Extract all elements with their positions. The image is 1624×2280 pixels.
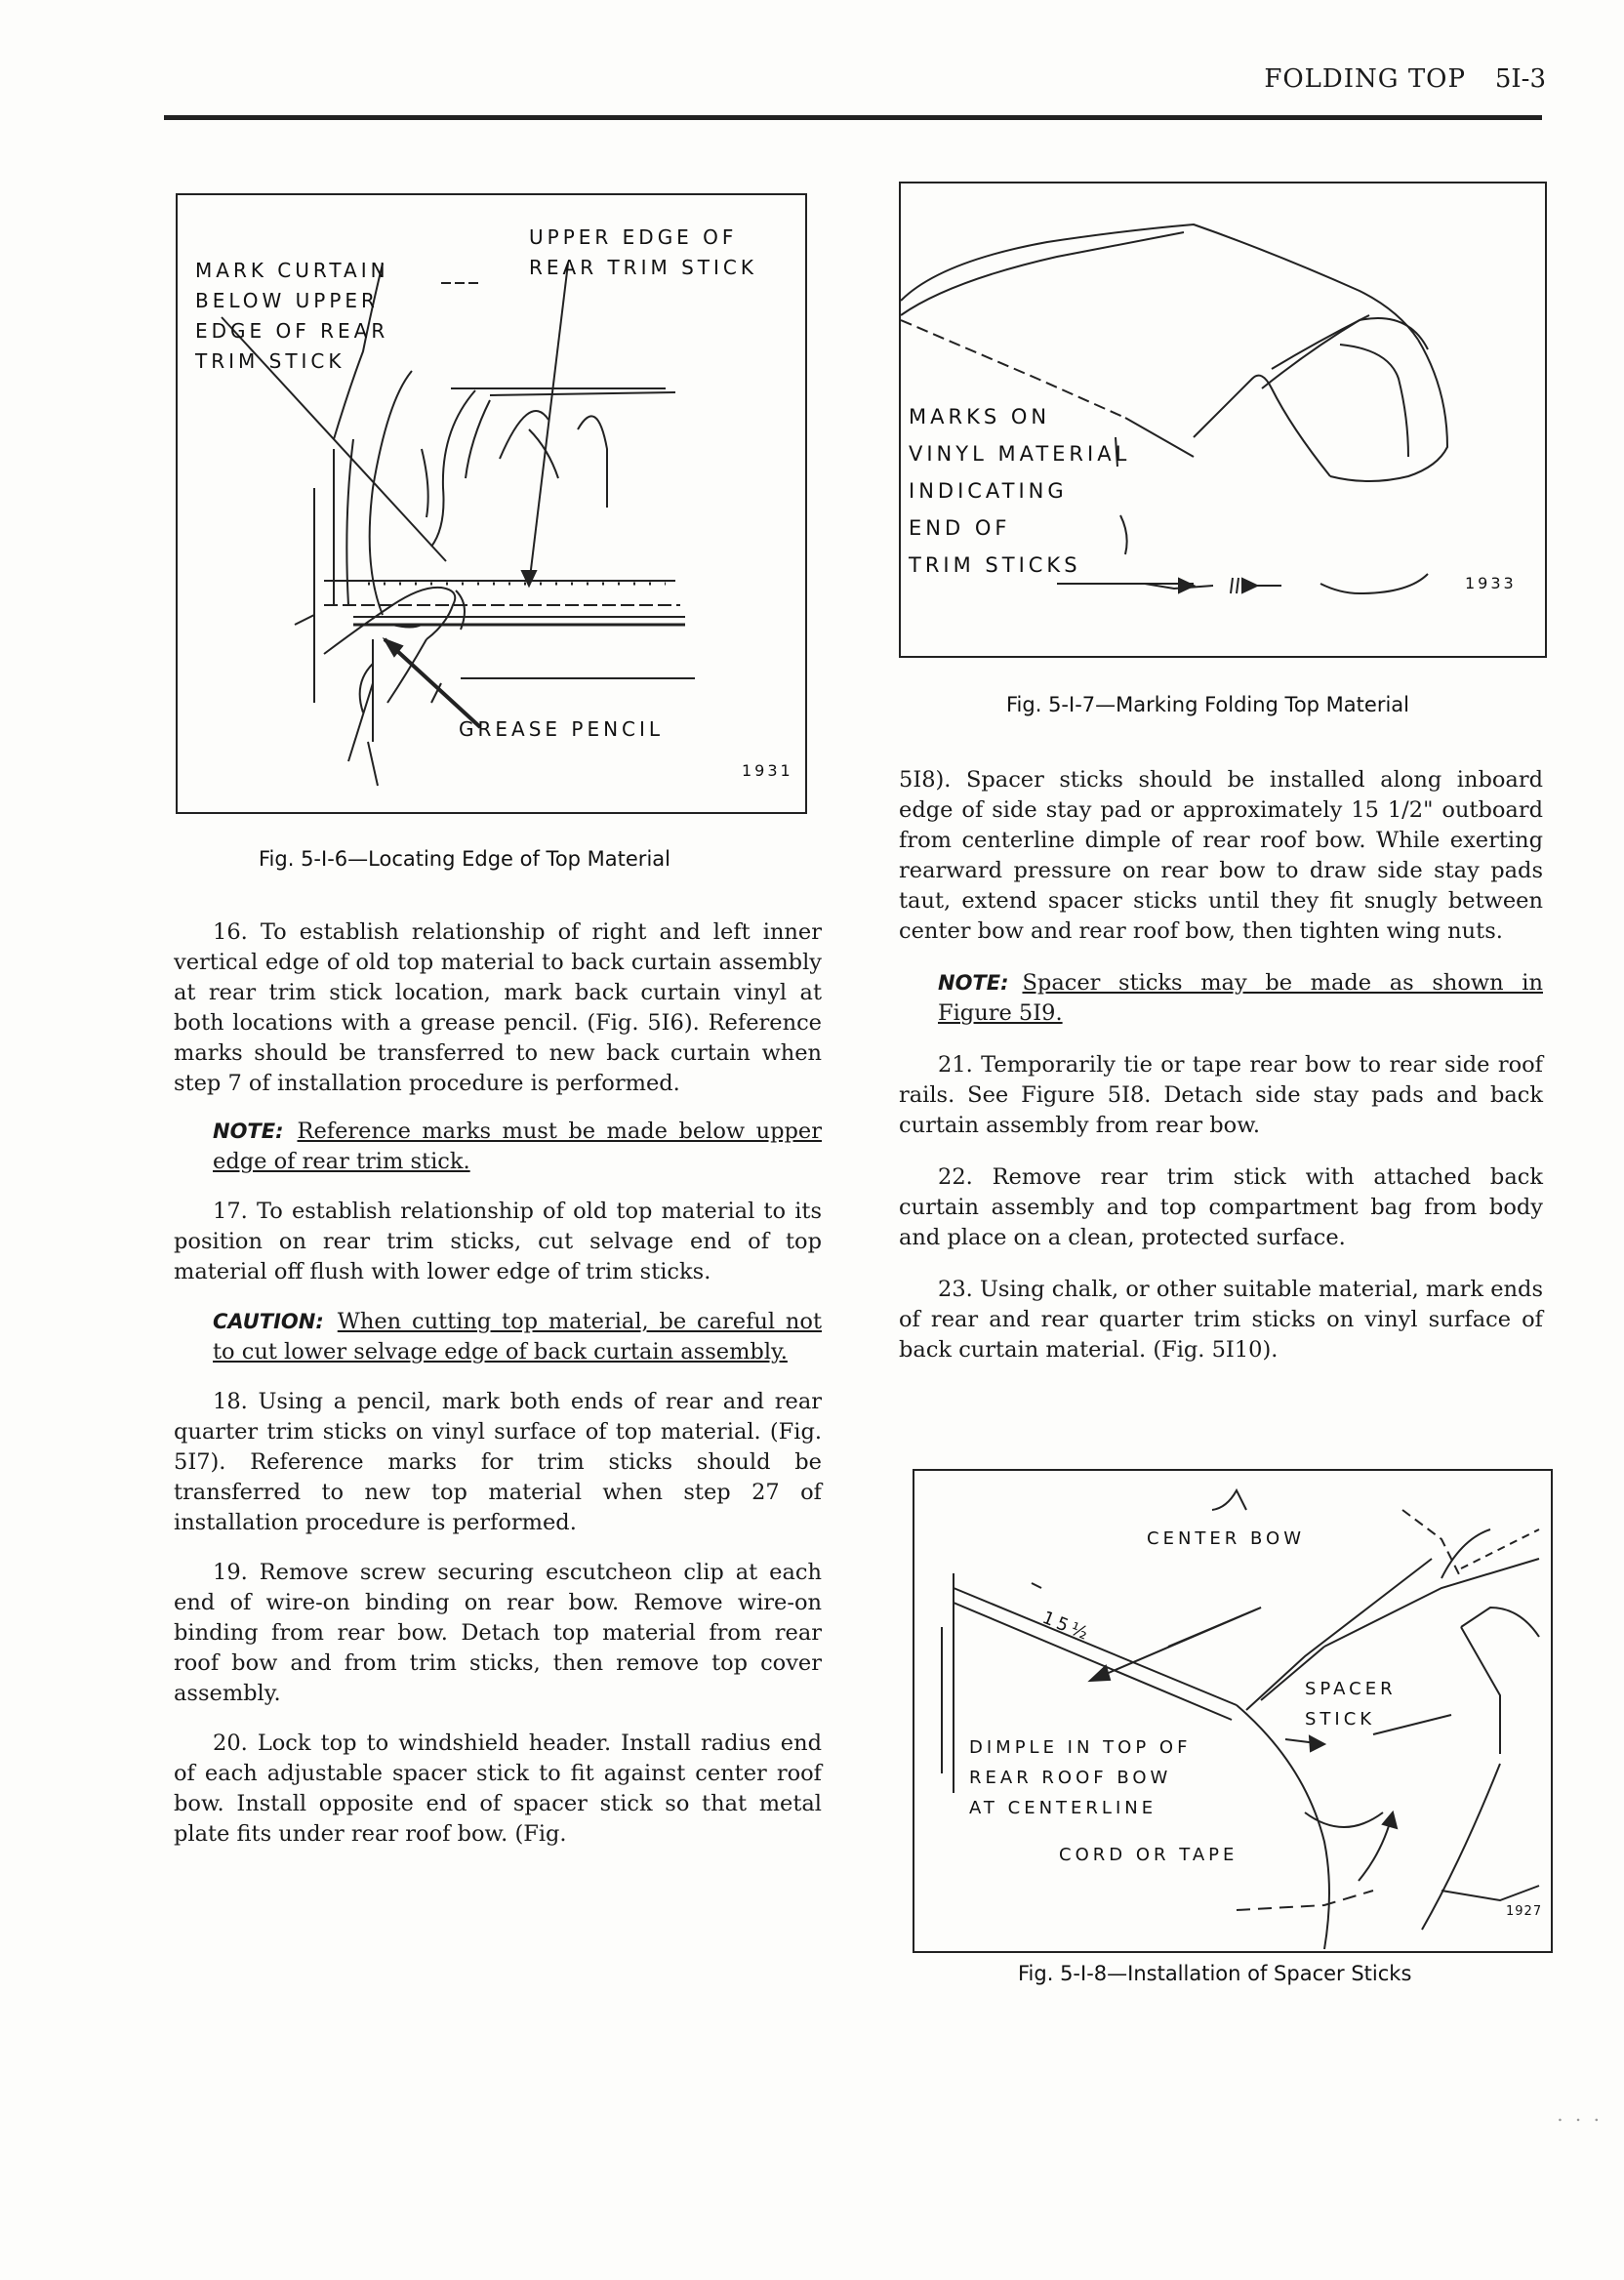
label-center-bow: CENTER BOW [1147,1528,1306,1549]
page-number: 5I-3 [1494,64,1546,94]
step-22: 22. Remove rear trim stick with attached back curtain assembly and top compartment bag from body and place on a clean, protected surface. [899,1164,1543,1250]
figure-5-1-6-caption: Fig. 5-I-6—Locating Edge of Top Material [259,847,670,871]
figure-5-1-8-caption: Fig. 5-I-8—Installation of Spacer Sticks [1018,1962,1412,1985]
label-15-half: 15½ [1038,1607,1095,1647]
step-18: 18. Using a pencil, mark both ends of rear and rear quarter trim sticks on vinyl surface of top material. (Fig. 5I7). Reference marks for trim sticks should be transferred to new top material when step 27 of installation procedure is performed. [174,1389,822,1535]
figure-number: 1931 [742,761,793,780]
step-23: 23. Using chalk, or other suitable material, mark ends of rear and rear quarter trim sticks on vinyl surface of back curtain material. (Fig. 5I10). [899,1277,1543,1363]
figure-5-1-8 [913,1469,1553,1953]
step-20-continued: 5I8). Spacer sticks should be installed along inboard edge of side stay pad or approximately 15 1/2" outboard from centerline dimple of rear roof bow. While exerting rearward pressure on rear bow to draw side stay pads taut, extend spacer sticks until they fit snugly between center bow and rear roof bow, then tighten wing nuts. [899,767,1543,944]
note-text: Reference marks must be made below upper edge of rear trim stick. [213,1119,822,1174]
note-text: Spacer sticks may be made as shown in Figure 5I9. [938,970,1543,1026]
note-2 [938,968,1543,1029]
left-column [174,917,822,1850]
caution-label: CAUTION: [213,1310,324,1333]
header-rule [164,115,1542,120]
figure-5-1-6 [176,193,807,814]
figure-5-1-7 [899,182,1547,658]
label-mark-curtain: MARK CURTAIN BELOW UPPER EDGE OF REAR TRIM STICK [195,259,389,373]
label-upper-edge: UPPER EDGE OF REAR TRIM STICK [529,225,757,279]
step-16: 16. To establish relationship of right and left inner vertical edge of old top material to back curtain assembly at rear trim stick location, mark back curtain vinyl at both locations with a grease pencil. (Fig. 5I6). Reference marks should be transferred to new back curtain when step 7 of installation procedure is performed. [174,919,822,1096]
page-edge-mark: . . . [1557,2102,1603,2126]
note-label: NOTE: [938,971,1009,995]
note-label: NOTE: [213,1120,284,1143]
step-19: 19. Remove screw securing escutcheon clip at each end of wire-on binding on rear bow. Remove wire-on binding from rear bow. Detach top material from rear roof bow and from trim sticks, then remove top cover assembly. [174,1560,822,1706]
right-column [899,765,1543,1365]
label-spacer-stick: SPACER STICK [1305,1679,1397,1730]
step-20: 20. Lock top to windshield header. Install radius end of each adjustable spacer stick to fit against center roof bow. Install opposite end of spacer stick so that metal plate fits under rear roof bow. (Fig. [174,1730,822,1847]
caution [213,1307,822,1367]
caution-text: When cutting top material, be careful not to cut lower selvage edge of back curtain assembly. [213,1309,822,1364]
label-dimple: DIMPLE IN TOP OF REAR ROOF BOW AT CENTERLINE [969,1737,1192,1818]
figure-5-1-7-caption: Fig. 5-I-7—Marking Folding Top Material [1006,693,1409,716]
label-cord-or-tape: CORD OR TAPE [1059,1845,1238,1865]
section-title: FOLDING TOP [1264,64,1466,94]
step-21: 21. Temporarily tie or tape rear bow to rear side roof rails. See Figure 5I8. Detach side stay pads and back curtain assembly from rear bow. [899,1052,1543,1138]
note-1 [213,1117,822,1177]
figure-number: 1927 [1506,1904,1543,1919]
label-grease-pencil: GREASE PENCIL [459,717,665,741]
figure-number: 1933 [1465,574,1517,592]
label-marks-on: MARKS ON VINYL MATERIAL INDICATING END OF TRIM STICKS [909,405,1131,577]
step-17: 17. To establish relationship of old top material to its position on rear trim sticks, cut selvage end of top material off flush with lower edge of trim sticks. [174,1199,822,1284]
